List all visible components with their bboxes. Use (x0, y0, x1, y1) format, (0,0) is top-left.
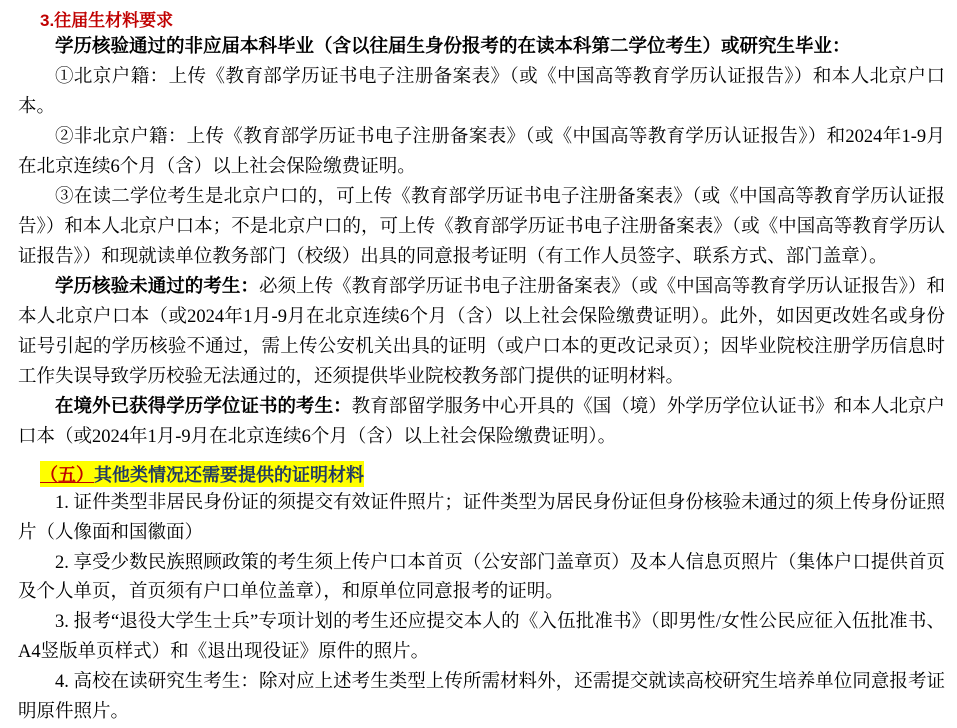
paragraph-item-1: ①北京户籍：上传《教育部学历证书电子注册备案表》（或《中国高等教育学历认证报告》）和本人北京户口本。 (18, 66, 945, 117)
paragraph-overseas (18, 393, 945, 453)
section-5-heading-text: 其他类情况还需要提供的证明材料 (94, 461, 364, 487)
paragraph-lead-overseas: 在境外已获得学历学位证书的考生： (55, 396, 352, 417)
paragraph-failed-verification (18, 273, 945, 393)
paragraph-intro (18, 33, 945, 63)
paragraph-lead-failed: 学历核验未通过的考生： (55, 276, 259, 297)
section-3-heading: 3.往届生材料要求 (40, 11, 174, 30)
document-page (0, 6, 957, 723)
paragraph-body-failed: 必须上传《教育部学历证书电子注册备案表》（或《中国高等教育学历认证报告》）和本人北京户口本（或2024年1月-9月在北京连续6个月（含）以上社会保险缴费证明）。此外，如因更改姓名或身份证号引起的学历核验不通过，需上传公安机关出具的证明（或户口本的更改记录页）；因毕业院校注册学历信息时工作失误导致学历校验无法通过的，还须提供毕业院校教务部门提供的证明材料。 (18, 276, 945, 387)
paragraph-item-2: ②非北京户籍：上传《教育部学历证书电子注册备案表》（或《中国高等教育学历认证报告》）和2024年1-9月在北京连续6个月（含）以上社会保险缴费证明。 (18, 126, 945, 177)
section-5-heading (40, 461, 957, 487)
list-item: 3. 报考“退役大学生士兵”专项计划的考生还应提交本人的《入伍批准书》（即男性/女性公民应征入伍批准书、A4竖版单页样式）和《退出现役证》原件的照片。 (18, 612, 945, 663)
list-item: 4. 高校在读研究生考生：除对应上述考生类型上传所需材料外，还需提交就读高校研究生培养单位同意报考证明原件照片。 (18, 672, 945, 723)
list-item: 1. 证件类型非居民身份证的须提交有效证件照片；证件类型为居民身份证但身份核验未通过的须上传身份证照片（人像面和国徽面） (18, 492, 945, 543)
paragraph-lead: 学历核验通过的非应届本科毕业（含以往届生身份报考的在读本科第二学位考生）或研究生毕业： (55, 37, 851, 57)
list-item: 2. 享受少数民族照顾政策的考生须上传户口本首页（公安部门盖章页）及本人信息页照片（集体户口提供首页及个人单页，首页须有户口单位盖章），和原单位同意报考的证明。 (18, 552, 945, 603)
paragraph-body-overseas: 教育部留学服务中心开具的《国（境）外学历学位认证书》和本人北京户口本（或2024年1月-9月在北京连续6个月（含）以上社会保险缴费证明）。 (18, 396, 945, 447)
section-5-heading-number: （五） (40, 461, 94, 487)
paragraph-item-3: ③在读二学位考生是北京户口的，可上传《教育部学历证书电子注册备案表》（或《中国高等教育学历认证报告》）和本人北京户口本；不是北京户口的，可上传《教育部学历证书电子注册备案表》（或《中国高等教育学历认证报告》）和现就读单位教务部门（校级）出具的同意报考证明（有工作人员签字、联系方式、部门盖章）。 (18, 186, 945, 267)
